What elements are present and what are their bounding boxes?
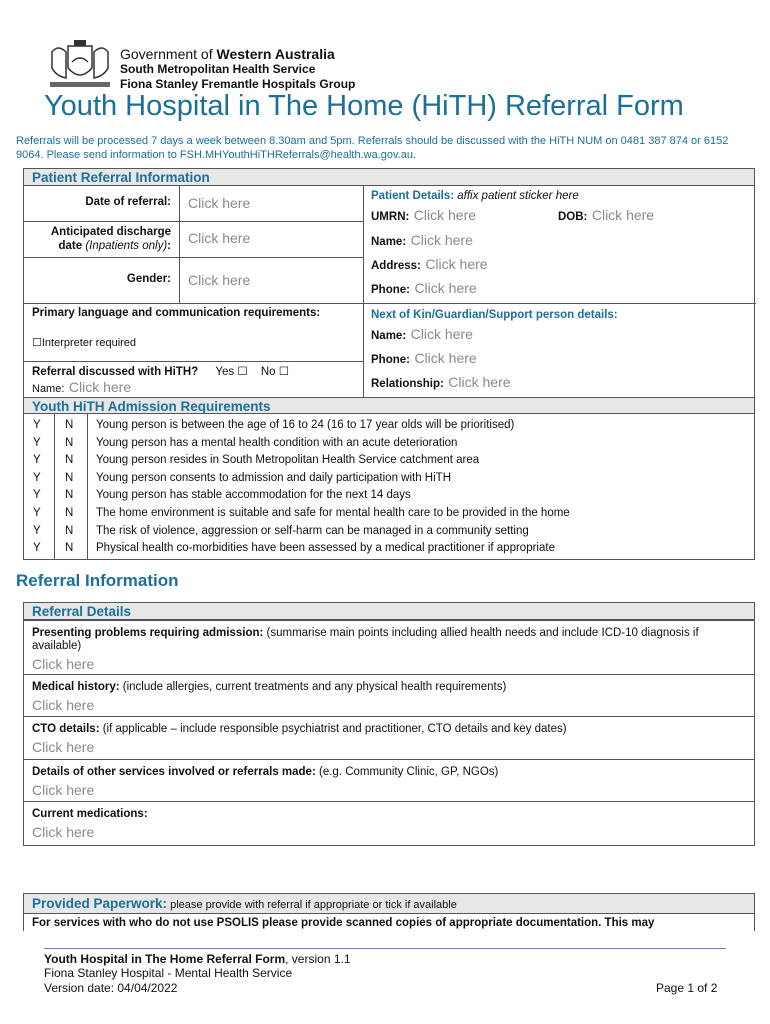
- no-option[interactable]: N: [65, 419, 74, 431]
- wa-coat-of-arms-icon: [44, 38, 116, 92]
- phone-field[interactable]: Click here: [414, 280, 477, 296]
- patient-referral-heading: Patient Referral Information: [24, 169, 754, 186]
- phone-row: Phone: Click here: [371, 280, 477, 296]
- criteria-text: Young person resides in South Metropolitan Health Service catchment area: [96, 454, 480, 467]
- criteria-row: [24, 487, 754, 505]
- criteria-text: Young person is between the age of 16 to 24 (16 to 17 year olds will be prioritised): [96, 419, 515, 431]
- discharge-date-field[interactable]: Click here: [188, 230, 251, 246]
- yes-option[interactable]: Y: [33, 507, 41, 519]
- no-checkbox[interactable]: No ☐: [260, 366, 290, 378]
- criteria-text: The home environment is suitable and safe for mental health care to be provided in the home: [96, 507, 570, 519]
- address-row: Address: Click here: [371, 256, 488, 272]
- admission-requirements-section: [23, 397, 755, 560]
- criteria-text: Young person has a mental health condition with an acute deterioration: [96, 436, 458, 449]
- address-field[interactable]: Click here: [425, 256, 488, 272]
- umrn-field[interactable]: Click here: [413, 207, 477, 223]
- gender-field[interactable]: Click here: [188, 272, 251, 288]
- gender-label: Gender:: [126, 273, 171, 285]
- referral-detail-row: [24, 674, 754, 716]
- yes-checkbox[interactable]: Yes ☐: [215, 366, 248, 378]
- footer-department: Fiona Stanley Hospital - Mental Health Service: [44, 966, 293, 980]
- discussed-row: Referral discussed with HiTH? Yes ☐ No ☐: [32, 366, 290, 378]
- referral-detail-question: Current medications:: [32, 808, 148, 820]
- discussed-name-row: Name: Click here: [32, 379, 132, 395]
- admission-heading: Youth HiTH Admission Requirements: [24, 397, 754, 414]
- interpreter-checkbox[interactable]: ☐: [32, 337, 42, 349]
- yes-option[interactable]: Y: [33, 454, 41, 467]
- criteria-row: [24, 435, 754, 453]
- page-number: Page 1 of 2: [656, 981, 718, 995]
- referral-detail-question: Presenting problems requiring admission: (summarise main points including allied health needs and include ICD-10 diagnosis if available): [32, 627, 699, 652]
- umrn-row: UMRN: Click here: [371, 207, 477, 223]
- patient-referral-section: [23, 168, 755, 398]
- interpreter-row: ☐Interpreter required: [32, 337, 137, 349]
- criteria-row: [24, 505, 754, 523]
- date-of-referral-label: Date of referral:: [85, 196, 171, 208]
- date-of-referral-field[interactable]: Click here: [188, 195, 251, 211]
- criteria-text: Young person consents to admission and daily participation with HiTH: [96, 471, 451, 484]
- footer-form-name: Youth Hospital in The Home Referral Form, version 1.1: [44, 952, 351, 966]
- referral-details-heading: Referral Details: [24, 603, 754, 620]
- kin-relationship-row: Relationship: Click here: [371, 374, 511, 390]
- paperwork-section: [23, 893, 755, 931]
- no-option[interactable]: N: [65, 436, 74, 449]
- no-option[interactable]: N: [65, 507, 74, 519]
- page-title: Youth Hospital in The Home (HiTH) Referral Form: [44, 90, 684, 122]
- referral-detail-row: [24, 716, 754, 759]
- dob-row: DOB: Click here: [558, 207, 655, 223]
- yes-option[interactable]: Y: [33, 471, 41, 484]
- language-label: Primary language and communication requirements:: [32, 307, 321, 319]
- footer-version-date: Version date: 04/04/2022: [44, 981, 178, 995]
- dob-field[interactable]: Click here: [591, 207, 655, 223]
- yes-option[interactable]: Y: [33, 419, 41, 431]
- referral-detail-row: [24, 620, 754, 674]
- referral-information-heading: Referral Information: [16, 571, 179, 590]
- patient-name-field[interactable]: Click here: [410, 232, 473, 248]
- referral-detail-row: [24, 759, 754, 801]
- patient-details-header: Patient Details: affix patient sticker here: [371, 190, 579, 202]
- no-option[interactable]: N: [65, 471, 74, 484]
- referral-detail-field[interactable]: Click here: [32, 782, 95, 798]
- referral-detail-field[interactable]: Click here: [32, 739, 95, 755]
- yes-option[interactable]: Y: [33, 436, 41, 449]
- kin-phone-field[interactable]: Click here: [414, 350, 477, 366]
- no-option[interactable]: N: [65, 454, 74, 467]
- health-service-name: South Metropolitan Health Service: [120, 62, 316, 76]
- kin-name-field[interactable]: Click here: [410, 326, 473, 342]
- yes-option[interactable]: Y: [33, 524, 41, 537]
- yes-option[interactable]: Y: [33, 542, 41, 555]
- hospital-group-name: Fiona Stanley Fremantle Hospitals Group: [120, 77, 356, 91]
- paperwork-note: For services with who do not use PSOLIS please provide scanned copies of appropriate documentation. This may: [32, 917, 655, 929]
- discharge-date-label: Anticipated discharge date (Inpatients only):: [50, 226, 171, 252]
- criteria-list: [24, 417, 754, 558]
- kin-heading: Next of Kin/Guardian/Support person details:: [371, 309, 618, 321]
- no-option[interactable]: N: [65, 524, 74, 537]
- criteria-row: [24, 540, 754, 558]
- referral-detail-row: [24, 801, 754, 846]
- referral-detail-question: Medical history: (include allergies, current treatments and any physical health requirements): [32, 681, 507, 693]
- criteria-row: [24, 417, 754, 435]
- discussed-name-field[interactable]: Click here: [68, 379, 132, 395]
- referral-details-section: [23, 602, 755, 846]
- paperwork-heading: Provided Paperwork: please provide with referral if appropriate or tick if available: [24, 894, 754, 914]
- criteria-text: Young person has stable accommodation for the next 14 days: [96, 489, 411, 502]
- criteria-row: [24, 452, 754, 470]
- referral-detail-field[interactable]: Click here: [32, 656, 95, 672]
- referral-detail-field[interactable]: Click here: [32, 824, 95, 840]
- criteria-text: Physical health co-morbidities have been assessed by a medical practitioner if appropriate: [96, 542, 555, 555]
- no-option[interactable]: N: [65, 542, 74, 555]
- kin-phone-row: Phone: Click here: [371, 350, 477, 366]
- criteria-text: The risk of violence, aggression or self-harm can be managed in a community setting: [96, 524, 529, 537]
- government-title: Government of Western Australia: [120, 46, 335, 62]
- patient-name-row: Name: Click here: [371, 232, 473, 248]
- yes-option[interactable]: Y: [33, 489, 41, 502]
- no-option[interactable]: N: [65, 489, 74, 502]
- kin-relationship-field[interactable]: Click here: [448, 374, 511, 390]
- referral-detail-field[interactable]: Click here: [32, 697, 95, 713]
- criteria-row: [24, 523, 754, 541]
- kin-name-row: Name: Click here: [371, 326, 473, 342]
- footer-divider: [44, 948, 726, 949]
- referral-detail-question: CTO details: (if applicable – include responsible psychiatrist and practitioner, CTO details and key dates): [32, 723, 567, 735]
- intro-text: Referrals will be processed 7 days a week between 8.30am and 5pm. Referrals should be discussed with the HiTH NUM on 0481 387 874 or 6152 9064. Please send information to FSH.MHYouthHiTHReferrals@health.wa.gov.au.: [16, 135, 729, 161]
- criteria-row: [24, 470, 754, 488]
- referral-detail-question: Details of other services involved or referrals made: (e.g. Community Clinic, GP, NGOs): [32, 766, 499, 778]
